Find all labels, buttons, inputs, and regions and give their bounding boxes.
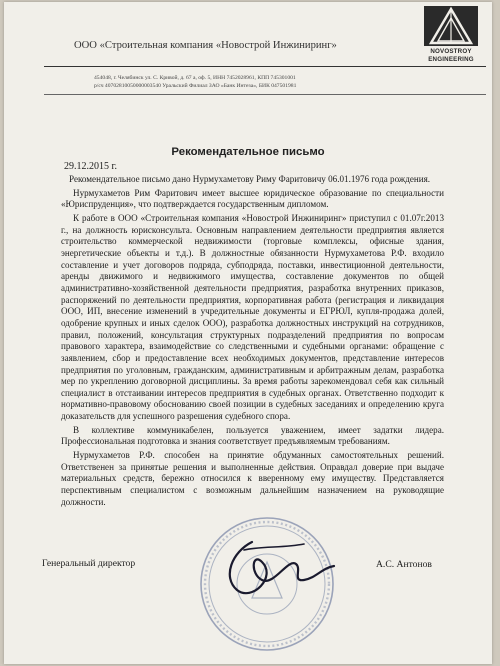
company-address: 454048, г. Челябинск ул. С. Кривой, д. 67 а, оф. 5, ИНН 7452028961, КПП 745301001	[94, 75, 296, 81]
body-paragraph: К работе в ООО «Строительная компания «Новострой Инжиниринг» приступил с 01.07г.2013 г., на должность юрисконсульта. Основным направлением деятельности предприятия является строительство коммерческой недвижимости (торговые комплексы, офисные здания, энергетические объекты и т.д.). В должностные обязанности Нурмухаметова Р.Ф. входило составление и учет договоров подряда, субподряда, поставки, инвестиционной деятельности, аренды движимого и недвижимого имущества, составление документов по общей административно-хозяйственной деятельности предприятия, разработка внутренних приказов, распоряжений по деятельности предприятия, корпоративная работа (регистрация и ликвидация ООО, ИП, внесение изменений в учредительные документы и ЕГРЮЛ, купля-продажа долей, одобрение крупных и иных сделок ООО), разработка должностных инструкций на сотрудников, правил, положений, консультация структурных подразделений предприятия по вопросам правового характера, взаимодействие со следственными и судебными органами: обращение с заявлением, сбор и предоставление всех необходимых документов, представление интересов предприятия по уголовным, гражданским, административным и арбитражным делам, разработка мер по укреплению договорной дисциплины. За время работы зарекомендовал себя как сильный специалист в отстаивании интересов предприятия в судебных органах. Ответственно подходит к нормативно-правовому обоснованию своей позиции в судебных заседаниях и определению круга доказательств для успешного разрешения судебного спора.	[61, 212, 444, 422]
letter-title: Рекомендательное письмо	[171, 146, 325, 158]
company-logo	[418, 6, 484, 68]
requisites-divider	[44, 94, 486, 95]
letter-body	[61, 174, 444, 510]
letter-page	[4, 2, 492, 664]
building-crane-icon	[424, 6, 478, 46]
company-bank-details: р/сч 40702810050000003540 Уральский Филиал ЗАО «Банк Интеза», БИК 047501981	[94, 83, 297, 89]
letter-date: 29.12.2015 г.	[64, 161, 117, 172]
body-paragraph: Рекомендательное письмо дано Нурмухаметову Риму Фаритовичу 06.01.1976 года рождения.	[69, 174, 431, 184]
body-paragraph: В коллективе коммуникабелен, пользуется уважением, имеет задатки лидера. Профессиональная подготовка и знания соответствует предъявляемым требованиям.	[61, 424, 444, 447]
body-paragraph: Нурмухаметов Рим Фаритович имеет высшее юридическое образование по специальности «Юриспруденция», что подтверждается государственным дипломом.	[61, 187, 444, 210]
logo-text-engineering: ENGINEERING	[428, 56, 474, 63]
logo-text-novostroy: NOVOSTROY	[430, 48, 472, 55]
company-name: ООО «Строительная компания «Новострой Инжиниринг»	[74, 40, 337, 51]
handwritten-signature	[192, 522, 342, 612]
header-divider	[44, 66, 486, 67]
signatory-title: Генеральный директор	[42, 558, 136, 569]
body-paragraph: Нурмухаметов Р.Ф. способен на принятие обдуманных самостоятельных решений. Ответственен за принятые решения и выполненные действия. Оправдал доверие при выдаче материальных средств, бережно относился к вверенному ему имуществу. Представляется перспективным специалистом с возможным дальнейшим назначением на руководящие должности.	[61, 450, 444, 507]
signatory-name: А.С. Антонов	[376, 559, 432, 570]
